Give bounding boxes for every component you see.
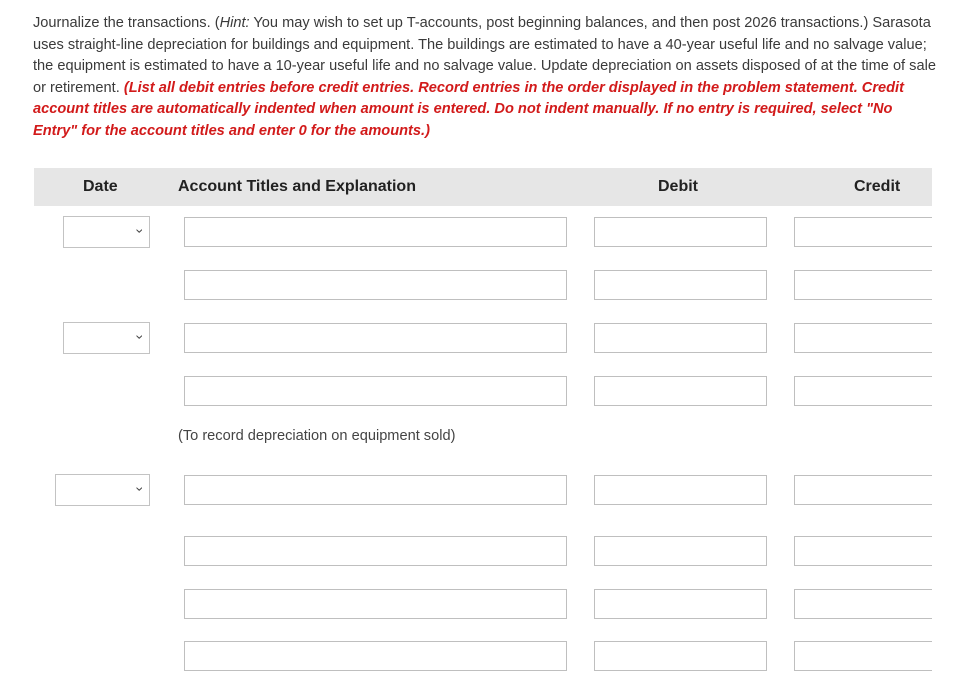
- account-title-input[interactable]: [184, 536, 567, 566]
- header-debit: Debit: [658, 178, 698, 195]
- instructions-red-note: (List all debit entries before credit entries. Record entries in the order displayed in the problem statement. Credit account titles are automatically indented when amount is entered. Do not indent manually. If no entry is required, select "No Entry" for the account titles and enter 0 for the amounts.): [33, 79, 904, 139]
- debit-input[interactable]: [594, 270, 767, 300]
- debit-input[interactable]: [594, 641, 767, 671]
- instructions-body: Sarasota uses straight-line depreciation for buildings and equipment. The buildings are estimated to have a 40-year useful life and no salvage value; the equipment is estimated to have a 10-year useful life and no salvage value. Update depreciation on assets disposed of at the time of sale or retirement.: [33, 15, 936, 96]
- journal-table-header: [34, 168, 932, 206]
- debit-input[interactable]: [594, 589, 767, 619]
- hint-label: Hint:: [219, 15, 250, 31]
- account-title-input[interactable]: [184, 475, 567, 505]
- chevron-down-icon: ›: [132, 228, 149, 234]
- credit-input[interactable]: [794, 376, 932, 406]
- credit-input[interactable]: [794, 270, 932, 300]
- credit-input[interactable]: [794, 217, 932, 247]
- chevron-down-icon: ›: [132, 486, 149, 492]
- instructions-text: [33, 13, 938, 142]
- account-title-input[interactable]: [184, 376, 567, 406]
- date-select[interactable]: [55, 474, 150, 506]
- credit-input[interactable]: [794, 475, 932, 505]
- credit-input[interactable]: [794, 589, 932, 619]
- credit-input[interactable]: [794, 323, 932, 353]
- header-credit: Credit: [854, 178, 901, 195]
- entry-explanation: (To record depreciation on equipment sold): [178, 428, 456, 444]
- debit-input[interactable]: [594, 475, 767, 505]
- debit-input[interactable]: [594, 536, 767, 566]
- account-title-input[interactable]: [184, 323, 567, 353]
- instructions-intro: Journalize the transactions. (: [33, 15, 220, 31]
- debit-input[interactable]: [594, 376, 767, 406]
- credit-input[interactable]: [794, 641, 932, 671]
- chevron-down-icon: ›: [132, 334, 149, 340]
- account-title-input[interactable]: [184, 217, 567, 247]
- account-title-input[interactable]: [184, 589, 567, 619]
- header-account-titles: Account Titles and Explanation: [178, 178, 416, 195]
- account-title-input[interactable]: [184, 270, 567, 300]
- debit-input[interactable]: [594, 217, 767, 247]
- credit-input[interactable]: [794, 536, 932, 566]
- date-select[interactable]: [63, 322, 150, 354]
- account-title-input[interactable]: [184, 641, 567, 671]
- header-date: Date: [83, 178, 118, 195]
- debit-input[interactable]: [594, 323, 767, 353]
- hint-text: You may wish to set up T-accounts, post beginning balances, and then post 2026 transactions.): [249, 15, 869, 31]
- date-select[interactable]: [63, 216, 150, 248]
